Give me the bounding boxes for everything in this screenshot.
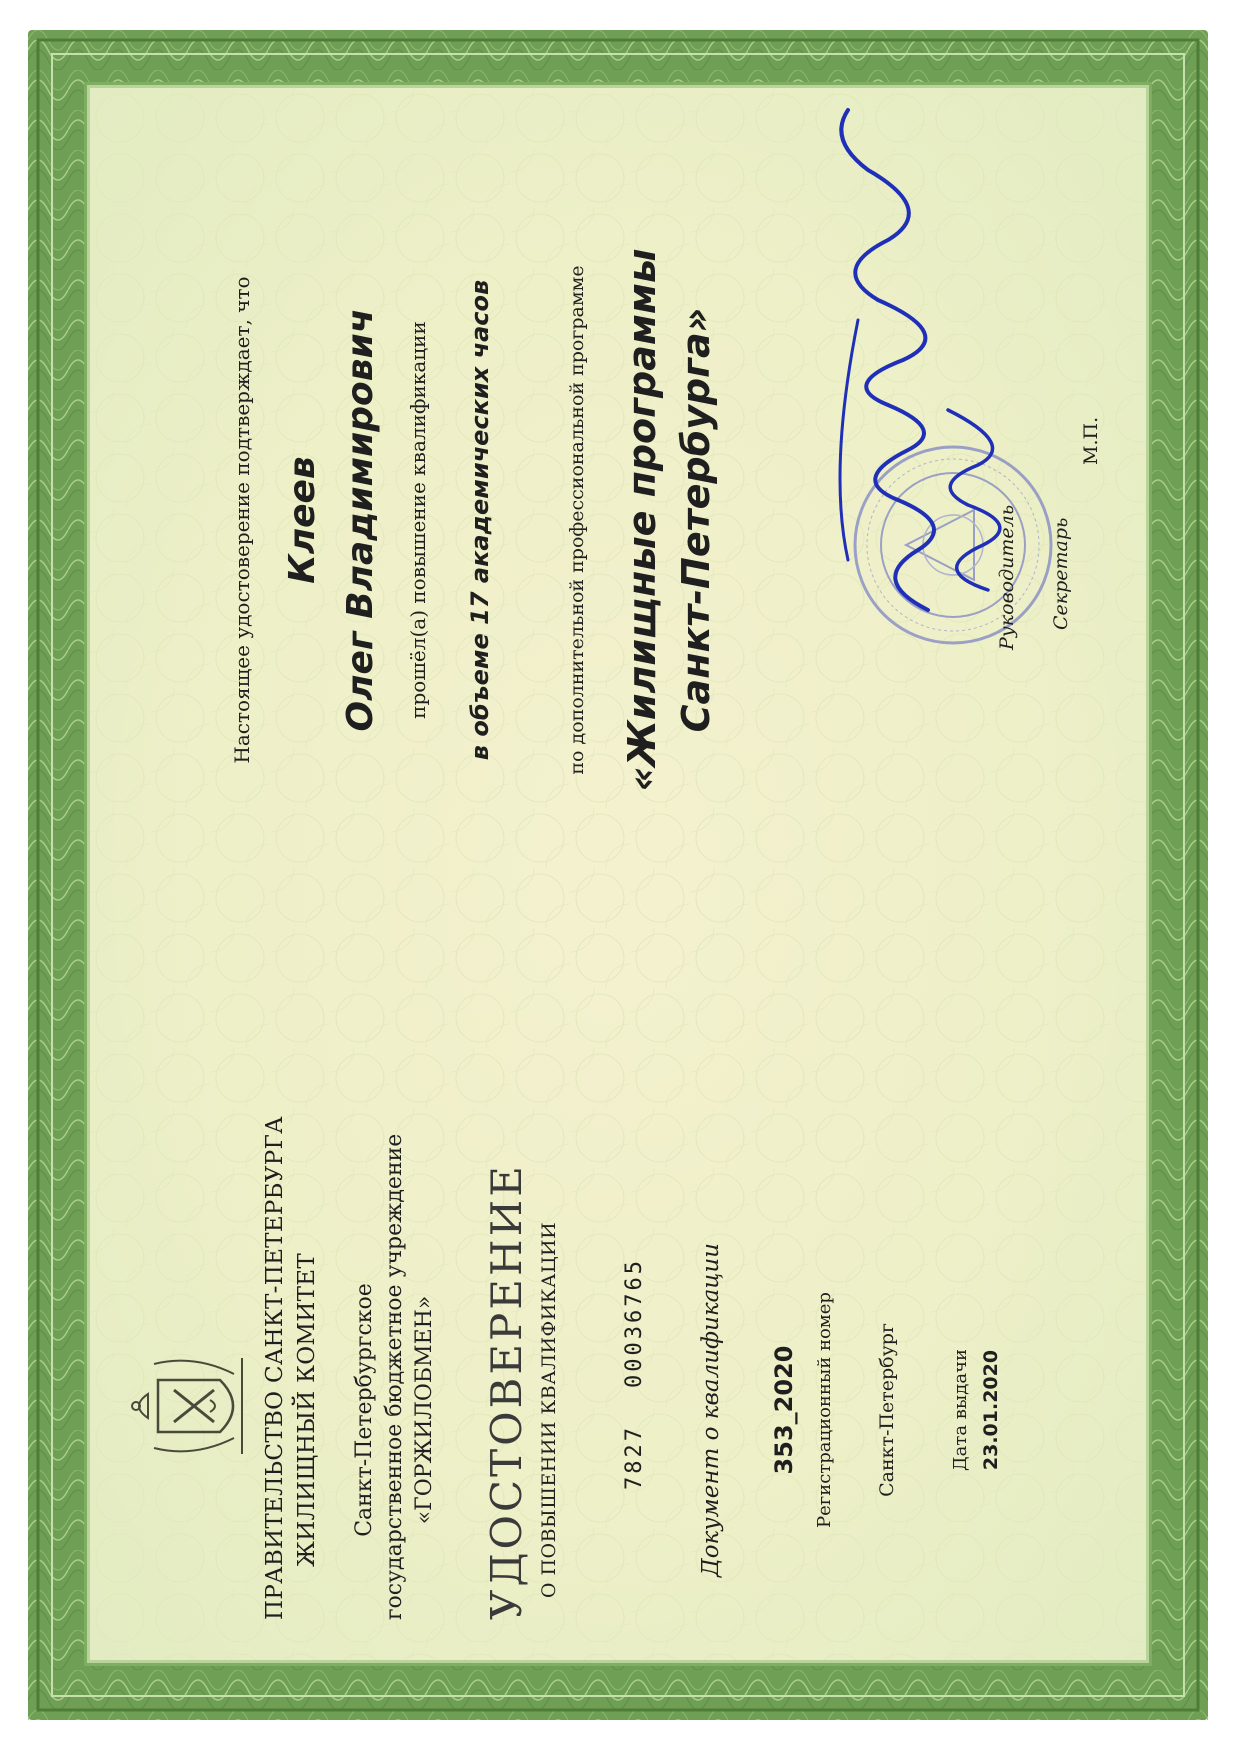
paper-area: [90, 88, 1146, 1660]
series-number: 7827: [622, 1425, 647, 1490]
intro-text: Настоящее удостоверение подтверждает, что: [230, 276, 254, 764]
program-name-line2: Санкт-Петербурга»: [674, 307, 718, 733]
city: Санкт-Петербург: [876, 1323, 898, 1497]
issue-date: 23.01.2020: [980, 1349, 1002, 1471]
passed-text: прошёл(а) повышение квалификации: [406, 321, 430, 719]
document-subtitle: О ПОВЫШЕНИИ КВАЛИФИКАЦИИ: [538, 1221, 560, 1599]
document-type: Документ о квалификации: [698, 1243, 724, 1577]
surname: Клеев: [282, 456, 323, 584]
seal-label: М.П.: [1080, 416, 1102, 465]
coat-of-arms-icon: [124, 1350, 252, 1462]
document-title: УДОСТОВЕРЕНИЕ: [482, 1163, 531, 1620]
given-names: Олег Владимирович: [340, 308, 381, 732]
registration-number: 353_2020: [770, 1345, 798, 1475]
rotated-content: [90, 88, 1146, 1660]
registration-label: Регистрационный номер: [814, 1292, 835, 1528]
secretary-label: Секретарь: [1050, 517, 1072, 630]
document-number: 00036765: [622, 1258, 647, 1388]
org-line1: ПРАВИТЕЛЬСТВО САНКТ-ПЕТЕРБУРГА: [262, 1116, 288, 1620]
program-intro: по дополнительной профессиональной программе: [566, 265, 588, 775]
org-line2: ЖИЛИЩНЫЙ КОМИТЕТ: [294, 1253, 320, 1567]
program-name-line1: «Жилищные программы: [620, 248, 664, 792]
head-label: Руководитель: [996, 504, 1018, 650]
institution-line2: государственное бюджетное учреждение: [382, 1133, 407, 1620]
institution-line3: «ГОРЖИЛОБМЕН»: [412, 1295, 437, 1525]
hours-text: в объеме 17 академических часов: [466, 279, 494, 761]
issue-date-label: Дата выдачи: [950, 1349, 971, 1471]
secretary-signature-icon: [908, 400, 1028, 600]
certificate: [28, 30, 1208, 1720]
institution-line1: Санкт-Петербургское: [352, 1283, 377, 1537]
